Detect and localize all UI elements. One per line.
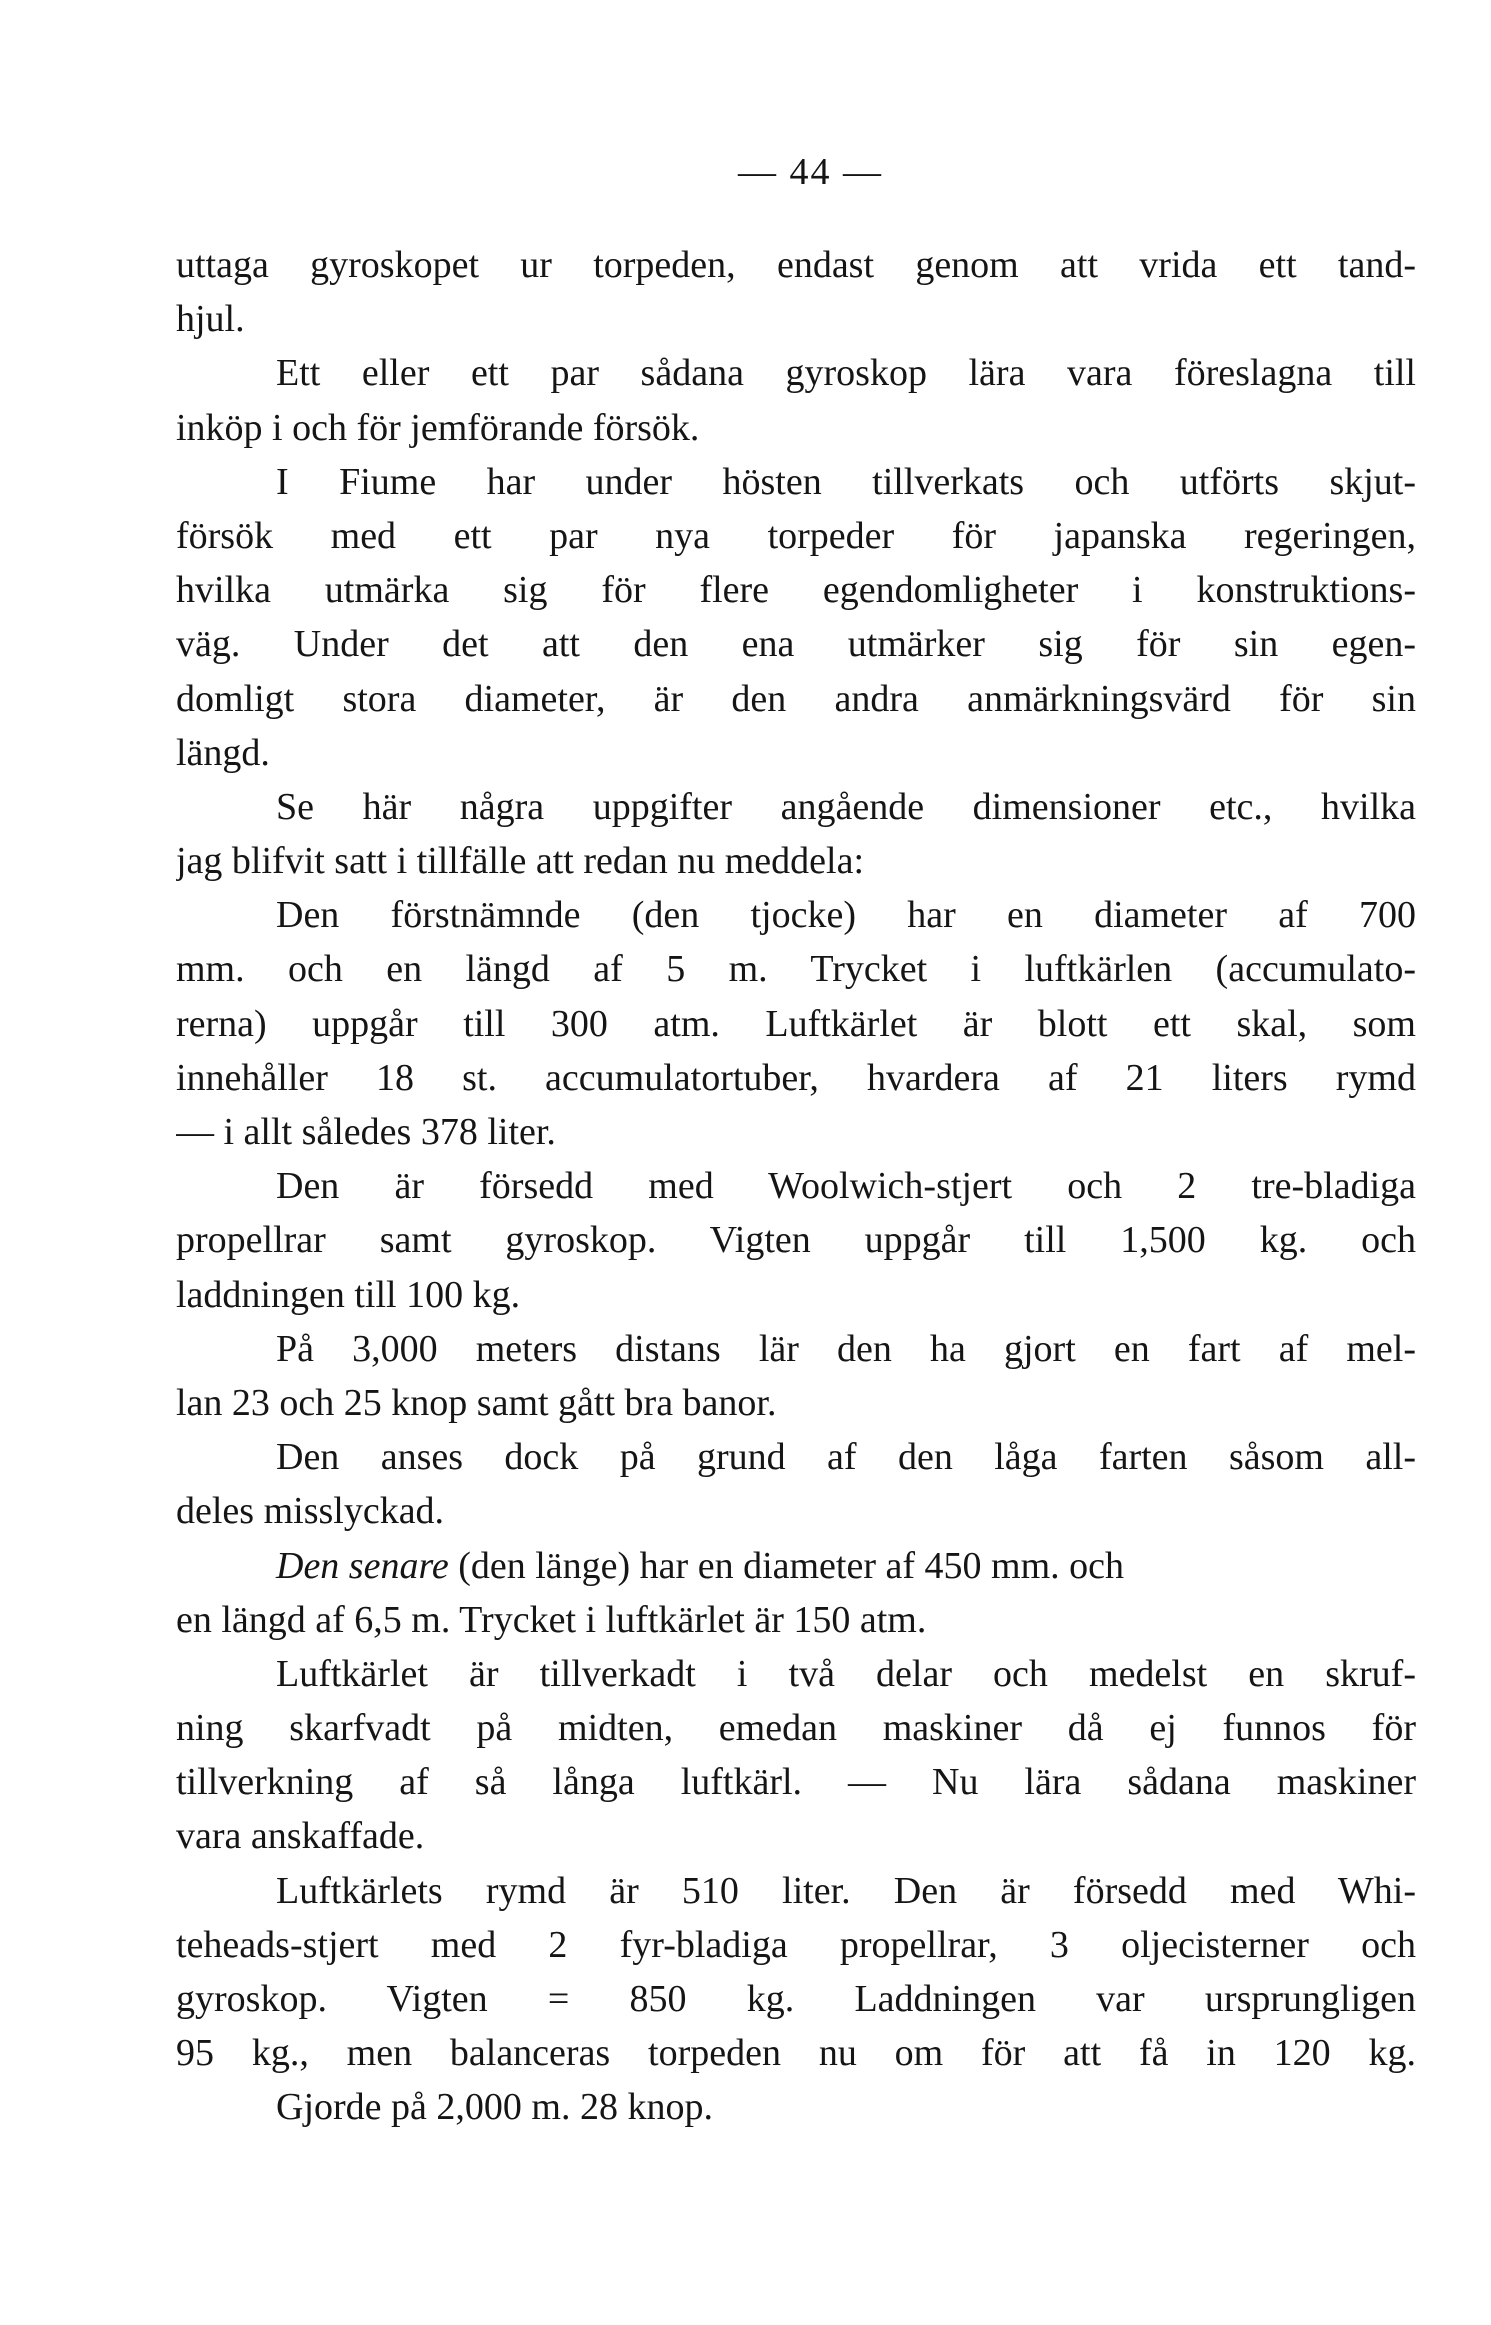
text-line: gyroskop. Vigten = 850 kg. Laddningen var ursprungligen — [176, 1978, 1416, 2020]
text-line: rerna) uppgår till 300 atm. Luftkärlet är blott ett skal, som — [176, 1002, 1416, 1045]
text-line: lan 23 och 25 knop samt gått bra banor. — [176, 1381, 777, 1424]
text-line: Den anses dock på grund af den låga farten såsom all- — [276, 1436, 1416, 1479]
text-line: inköp i och för jemförande försök. — [176, 406, 700, 449]
text-line: Gjorde på 2,000 m. 28 knop. — [276, 2086, 713, 2129]
page-number: — 44 — — [738, 151, 883, 193]
text-line: deles misslyckad. — [176, 1490, 445, 1533]
text-line: domligt stora diameter, är den andra anmärkningsvärd för sin — [176, 677, 1416, 720]
text-line: längd. — [176, 731, 270, 774]
text-line: Den förstnämnde (den tjocke) har en diameter af 700 — [276, 894, 1416, 937]
text-line: propellrar samt gyroskop. Vigten uppgår till 1,500 kg. och — [176, 1219, 1416, 1262]
text-line: hjul. — [176, 298, 245, 341]
text-line: innehåller 18 st. accumulatortuber, hvardera af 21 liters rymd — [176, 1056, 1416, 1099]
text-line: laddningen till 100 kg. — [176, 1273, 521, 1316]
text-line: ning skarfvadt på midten, emedan maskiner då ej funnos för — [176, 1707, 1416, 1750]
text-line: Se här några uppgifter angående dimensioner etc., hvilka — [276, 785, 1416, 828]
text-line: hvilka utmärka sig för flere egendomligheter i konstruktions- — [176, 569, 1416, 612]
body-text — [176, 238, 1416, 2135]
text-line: — i allt således 378 liter. — [176, 1111, 556, 1153]
text-line: I Fiume har under hösten tillverkats och utförts skjut- — [276, 460, 1416, 503]
text-line: Luftkärlets rymd är 510 liter. Den är försedd med Whi- — [276, 1869, 1416, 1912]
text-line: försök med ett par nya torpeder för japanska regeringen, — [176, 514, 1416, 557]
italic-phrase: Den senare — [276, 1544, 449, 1587]
text-line: jag blifvit satt i tillfälle att redan nu meddela: — [176, 840, 865, 883]
text-line: Den är försedd med Woolwich-stjert och 2 tre-bladiga — [276, 1165, 1416, 1208]
text-line: På 3,000 meters distans lär den ha gjort en fart af mel- — [276, 1327, 1416, 1370]
text-line-rest: (den länge) har en diameter af 450 mm. och — [448, 1544, 1124, 1587]
text-line: mm. och en längd af 5 m. Trycket i luftkärlen (accumulato- — [176, 948, 1416, 991]
text-line — [176, 1539, 1416, 1593]
text-line: vara anskaffade. — [176, 1815, 425, 1858]
text-line: en längd af 6,5 m. Trycket i luftkärlet är 150 atm. — [176, 1598, 927, 1641]
text-line: 95 kg., men balanceras torpeden nu om för att få in 120 kg. — [176, 2032, 1416, 2075]
text-line: Luftkärlet är tillverkadt i två delar och medelst en skruf- — [276, 1652, 1416, 1695]
text-line: Ett eller ett par sådana gyroskop lära vara föreslagna till — [276, 352, 1416, 395]
text-line: tillverkning af så långa luftkärl. — Nu lära sådana maskiner — [176, 1761, 1416, 1804]
text-line: uttaga gyroskopet ur torpeden, endast genom att vrida ett tand- — [176, 244, 1416, 286]
text-line: teheads-stjert med 2 fyr-bladiga propellrar, 3 oljecisterner och — [176, 1923, 1416, 1966]
text-line: väg. Under det att den ena utmärker sig för sin egen- — [176, 623, 1416, 666]
